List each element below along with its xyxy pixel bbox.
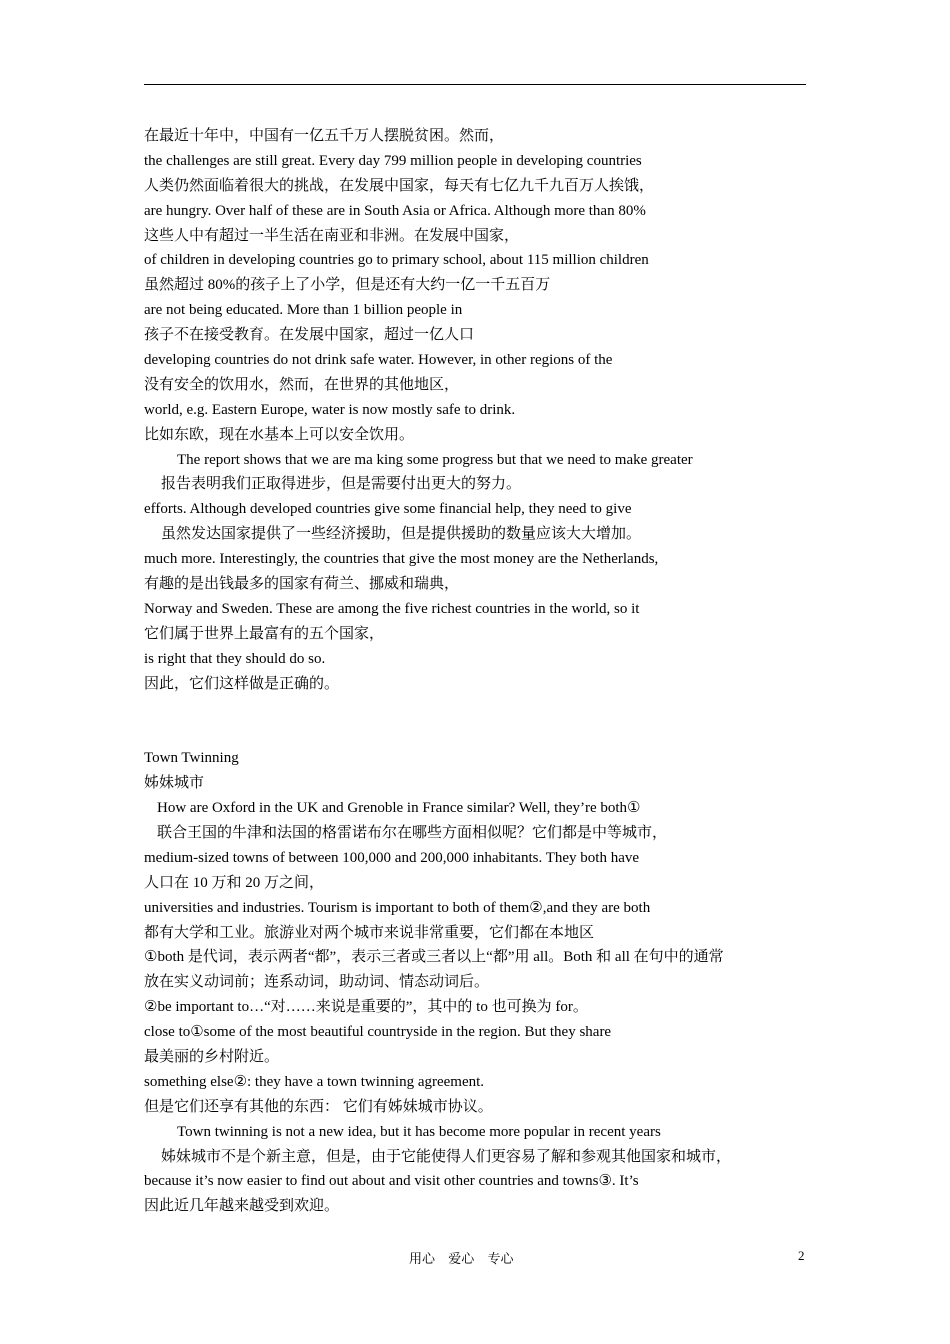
text-line: 因此，它们这样做是正确的。 [144, 675, 340, 692]
text-line: 有趣的是出钱最多的国家有荷兰、挪威和瑞典， [144, 576, 460, 593]
text-line: 但是它们还享有其他的东西： 它们有姊妹城市协议。 [144, 1098, 493, 1115]
text-line: are hungry. Over half of these are in South Asia or Africa. Although more than 80% [144, 202, 646, 219]
text-line: ②be important to…“对……来说是重要的”，其中的 to 也可换为 for。 [144, 999, 588, 1016]
text-line: 因此近几年越来越受到欢迎。 [144, 1198, 340, 1215]
text-line: Town Twinning [144, 750, 239, 767]
text-line: 姊妹城市不是个新主意，但是，由于它能使得人们更容易了解和参观其他国家和城市， [161, 1148, 732, 1165]
text-line: much more. Interestingly, the countries that give the most money are the Netherlands, [144, 551, 659, 568]
text-line: 姊妹城市 [144, 775, 205, 792]
section-poverty-report [144, 124, 808, 696]
text-line: because it’s now easier to find out about and visit other countries and towns③. It’s [144, 1173, 639, 1190]
text-line: Town twinning is not a new idea, but it has become more popular in recent years [177, 1123, 661, 1140]
text-line: are not being educated. More than 1 billion people in [144, 302, 463, 319]
text-line: 孩子不在接受教育。在发展中国家，超过一亿人口 [144, 327, 475, 344]
text-line: medium-sized towns of between 100,000 and 200,000 inhabitants. They both have [144, 849, 640, 866]
text-line: of children in developing countries go to primary school, about 115 million children [144, 252, 649, 269]
text-line: 人类仍然面临着很大的挑战，在发展中国家，每天有七亿九千九百万人挨饿， [144, 177, 655, 194]
text-line: the challenges are still great. Every day 799 million people in developing countries [144, 152, 642, 169]
text-line: How are Oxford in the UK and Grenoble in France similar? Well, they’re both① [157, 800, 641, 817]
text-line: 虽然发达国家提供了一些经济援助，但是提供援助的数量应该大大增加。 [161, 526, 642, 543]
text-line: Norway and Sweden. These are among the five richest countries in the world, so it [144, 600, 640, 617]
text-line: 报告表明我们正取得进步，但是需要付出更大的努力。 [161, 476, 522, 493]
section-spacer [144, 696, 808, 746]
header-rule [144, 84, 806, 85]
text-line: efforts. Although developed countries give some financial help, they need to give [144, 501, 632, 518]
section-town-twinning [144, 746, 808, 1219]
text-line: universities and industries. Tourism is important to both of them②,and they are both [144, 899, 651, 916]
text-line: 虽然超过 80%的孩子上了小学，但是还有大约一亿一千五百万 [144, 277, 551, 294]
text-line: 都有大学和工业。旅游业对两个城市来说非常重要，它们都在本地区 [144, 924, 595, 941]
text-line: The report shows that we are ma king some progress but that we need to make greater [177, 451, 693, 468]
text-line: 比如东欧，现在水基本上可以安全饮用。 [144, 426, 415, 443]
text-line: ①both 是代词，表示两者“都”，表示三者或三者以上“都”用 all。Both 和 all 在句中的通常 [144, 949, 724, 966]
footer-motto: 用心 爱心 专心 [409, 1251, 514, 1266]
text-line: 最美丽的乡村附近。 [144, 1048, 280, 1065]
text-line: 它们属于世界上最富有的五个国家， [144, 625, 385, 642]
text-line: close to①some of the most beautiful countryside in the region. But they share [144, 1024, 612, 1041]
text-line: 放在实义动词前；连系动词，助动词、情态动词后。 [144, 974, 490, 991]
page-number: 2 [798, 1248, 805, 1263]
text-line: 人口在 10 万和 20 万之间， [144, 874, 325, 891]
text-line: 联合王国的牛津和法国的格雷诺布尔在哪些方面相似呢？它们都是中等城市， [157, 824, 668, 841]
text-line: is right that they should do so. [144, 650, 326, 667]
document-body [144, 124, 808, 1219]
text-line: 在最近十年中，中国有一亿五千万人摆脱贫困。然而， [144, 128, 505, 144]
text-line: developing countries do not drink safe water. However, in other regions of the [144, 352, 613, 369]
text-line: 这些人中有超过一半生活在南亚和非洲。在发展中国家， [144, 227, 520, 244]
text-line: something else②: they have a town twinning agreement. [144, 1073, 485, 1090]
text-line: world, e.g. Eastern Europe, water is now mostly safe to drink. [144, 401, 516, 418]
text-line: 没有安全的饮用水，然而，在世界的其他地区， [144, 376, 460, 393]
